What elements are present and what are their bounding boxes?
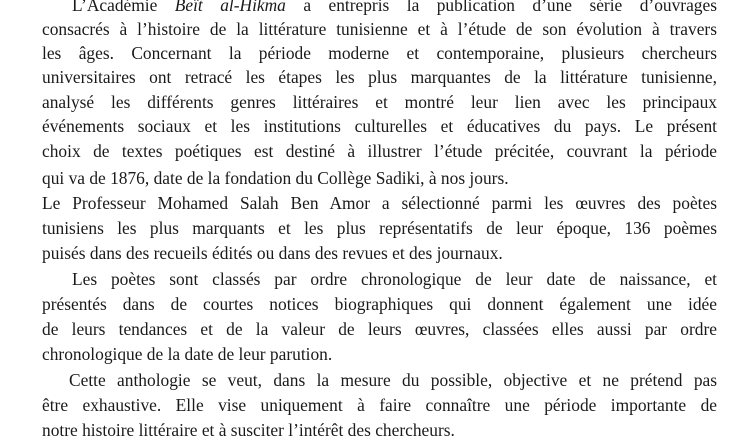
text-line: les âges. Concernant la période moderne et contemporaine, plusieurs chercheurs (42, 43, 717, 63)
text-line: notre histoire littéraire et à susciter l’intérêt des chercheurs. (42, 420, 455, 440)
text-line: choix de textes poétiques est destiné à illustrer l’étude précitée, couvrant la période (42, 141, 717, 161)
text-line: tunisiens les plus marquants et les plus représentatifs de leur époque, 136 poèmes (42, 218, 717, 238)
text-line: analysé les différents genres littéraires et montré leur lien avec les principaux (42, 92, 717, 112)
text-line: de leurs tendances et de la valeur de leurs œuvres, classées elles aussi par ordre (42, 319, 717, 339)
text-line: Les poètes sont classés par ordre chronologique de leur date de naissance, et (72, 269, 717, 289)
text-line: être exhaustive. Elle vise uniquement à faire connaître une période importante de (42, 395, 717, 415)
text-run: L’Académie (72, 0, 175, 15)
text-line: événements sociaux et les institutions culturelles et éducatives du pays. Le présent (42, 116, 717, 136)
text-line: qui va de 1876, date de la fondation du Collège Sadiki, à nos jours. (42, 168, 509, 188)
text-line: consacrés à l’histoire de la littérature tunisienne et à l’étude de son évolution à travers (42, 19, 717, 39)
text-line: chronologique de la date de leur parution. (42, 344, 333, 364)
institution-name: Beït al-Hikma (174, 0, 286, 15)
text-line: Cette anthologie se veut, dans la mesure du possible, objective et ne prétend pas (69, 370, 717, 390)
text-line: présentés dans de courtes notices biographiques qui donnent également une idée (42, 294, 717, 314)
text-run: a entrepris la publication d’une série d’ouvrages (285, 0, 717, 15)
text-line: Le Professeur Mohamed Salah Ben Amor a sélectionné parmi les œuvres des poètes (42, 193, 717, 213)
text-line: puisés dans des recueils édités ou dans des revues et des journaux. (42, 243, 503, 263)
text-line (72, 0, 717, 18)
text-line: universitaires ont retracé les étapes les plus marquantes de la littérature tunisienne, (42, 67, 717, 87)
